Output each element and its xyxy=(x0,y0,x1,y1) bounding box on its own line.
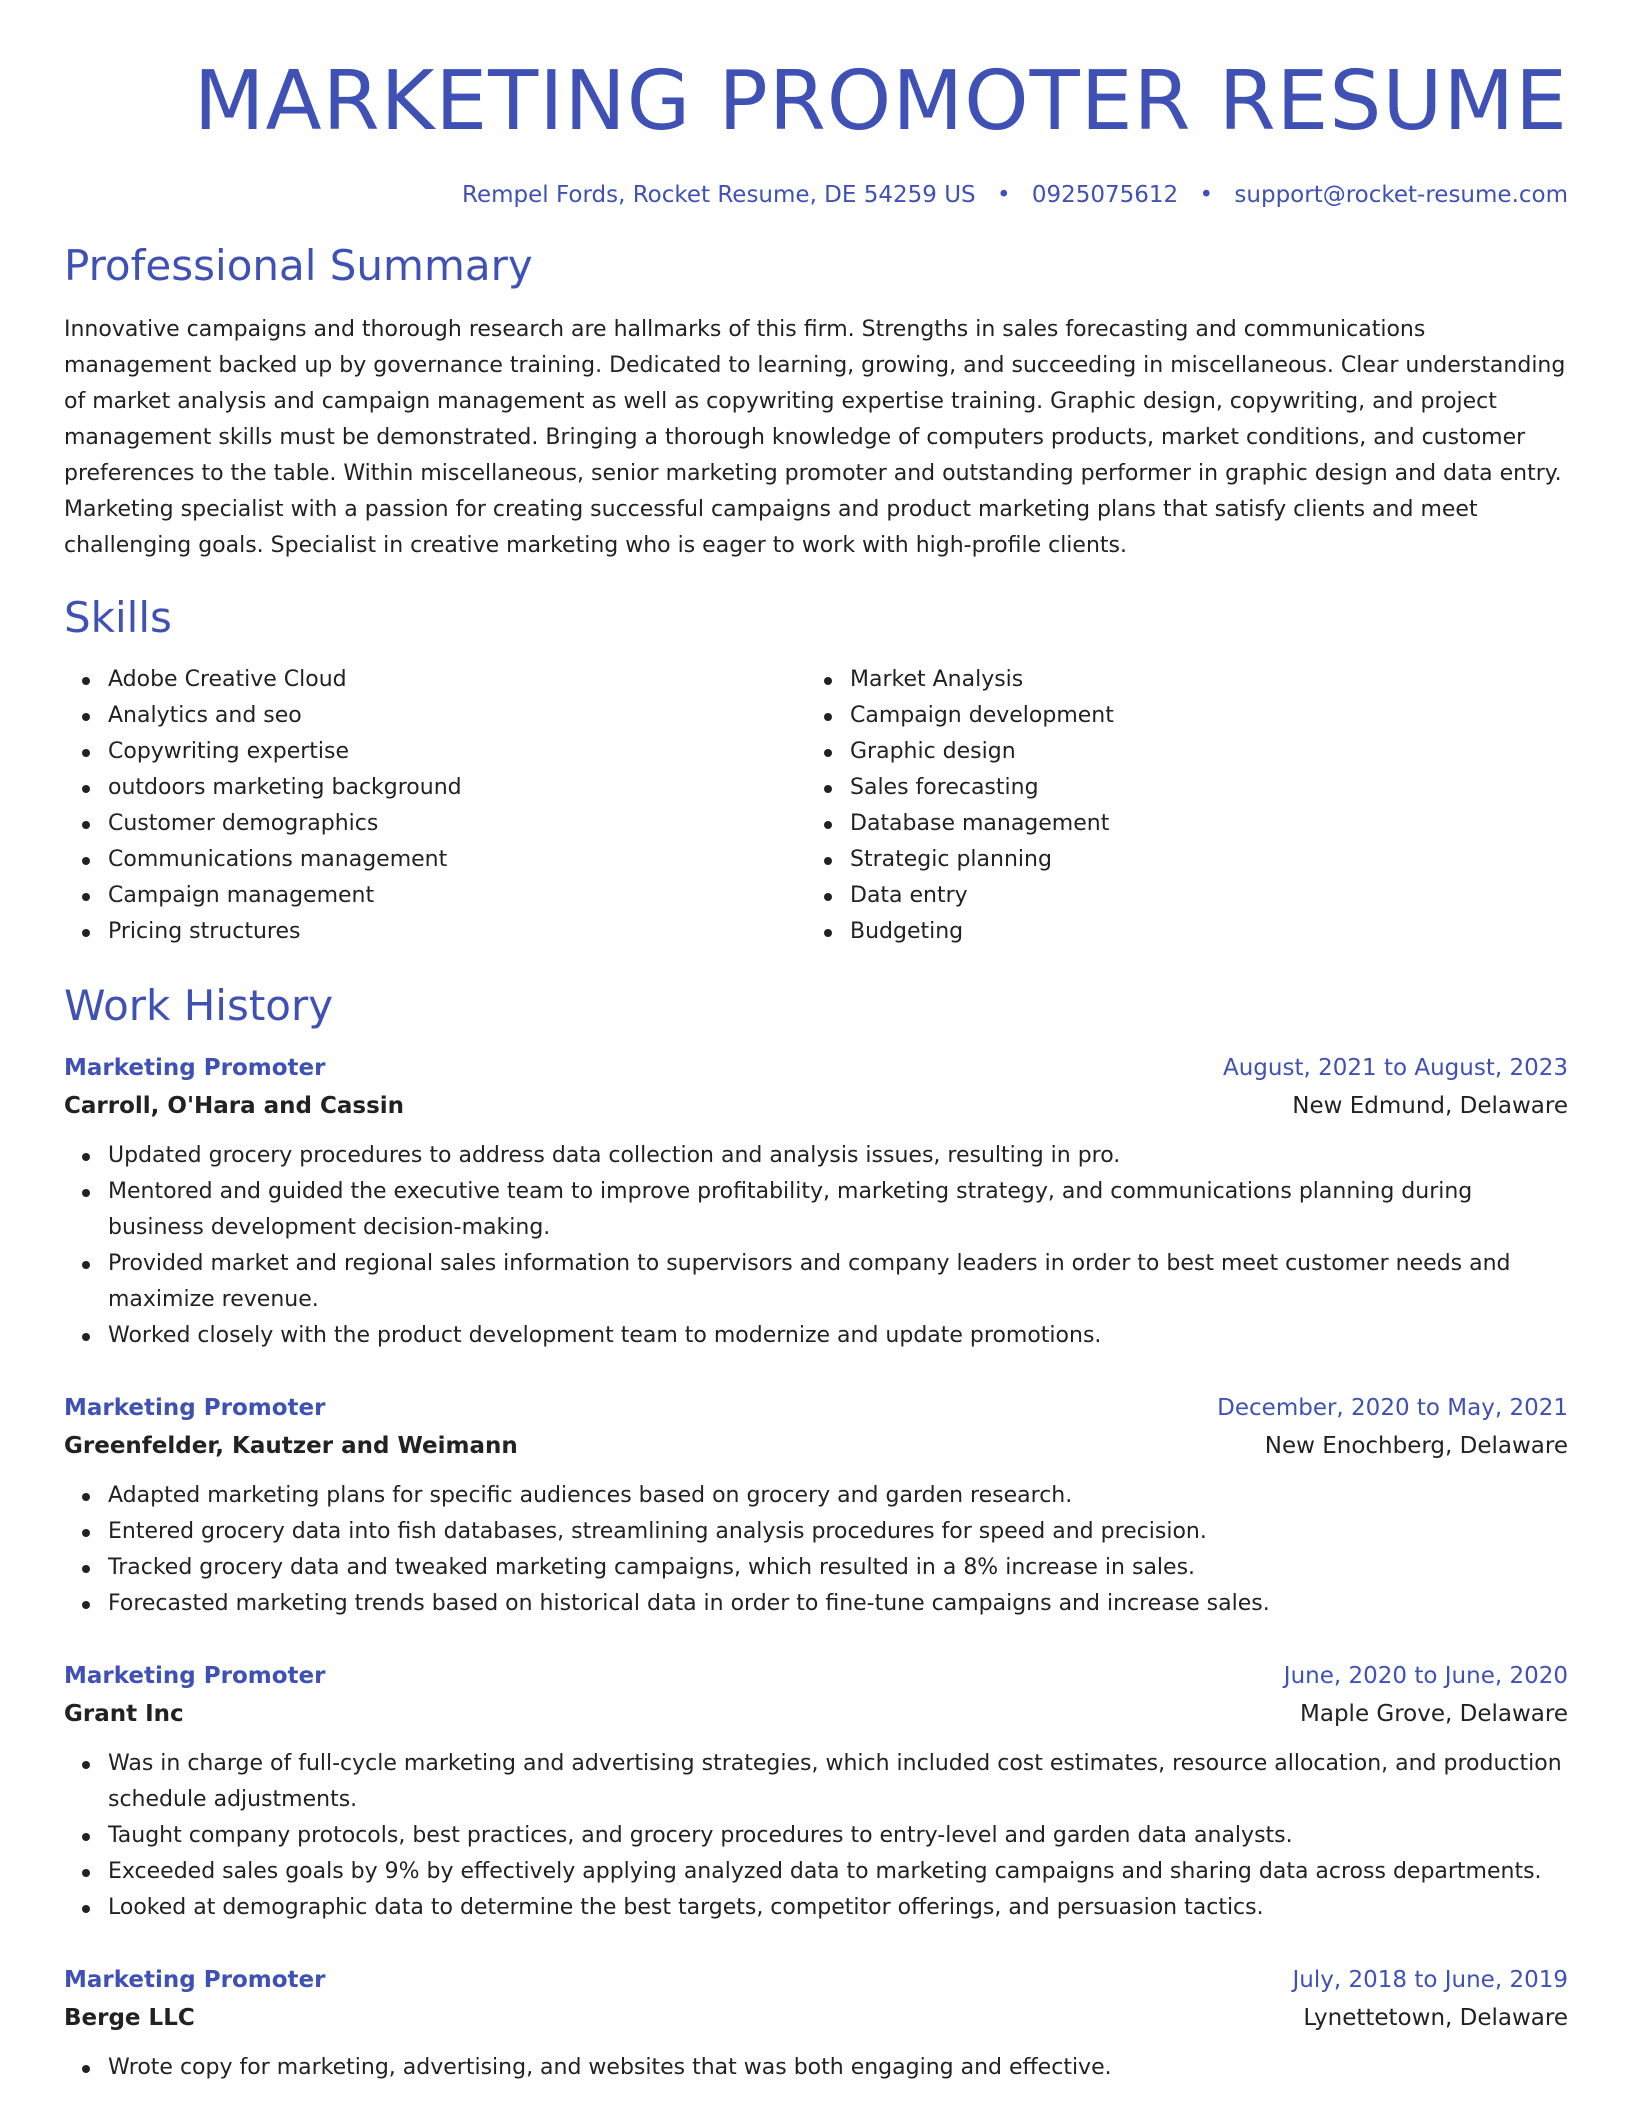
job-title-row xyxy=(64,1050,1568,1086)
job-entry xyxy=(64,1390,1568,1622)
skill-item: Strategic planning xyxy=(806,842,1548,878)
job-dates: June, 2020 to June, 2020 xyxy=(1283,1663,1568,1689)
skill-item: Graphic design xyxy=(806,734,1548,770)
job-bullet: Entered grocery data into fish databases, streamlining analysis procedures for speed and precision. xyxy=(64,1514,1568,1550)
job-bullet: Wrote copy for marketing, advertising, and websites that was both engaging and effective. xyxy=(64,2050,1568,2086)
summary-text: Innovative campaigns and thorough research are hallmarks of this firm. Strengths in sales forecasting and communications management backed up by governance training. Dedicated to learning, growing, and succeeding in miscellaneous. Clear understanding of market analysis and campaign management as well as copywriting expertise training. Graphic design, copywriting, and project management skills must be demonstrated. Bringing a thorough knowledge of computers products, market conditions, and customer preferences to the table. Within miscellaneous, senior marketing promoter and outstanding performer in graphic design and data entry. Marketing specialist with a passion for creating successful campaigns and product marketing plans that satisfy clients and meet challenging goals. Specialist in creative marketing who is eager to work with high-profile clients. xyxy=(64,317,1566,558)
job-title: Marketing Promoter xyxy=(64,1055,326,1081)
skill-item: Customer demographics xyxy=(64,806,806,842)
job-bullet: Looked at demographic data to determine the best targets, competitor offerings, and persuasion tactics. xyxy=(64,1890,1568,1926)
job-bullet: Updated grocery procedures to address data collection and analysis issues, resulting in pro. xyxy=(64,1138,1568,1174)
skills-heading: Skills xyxy=(64,593,172,642)
contact-line xyxy=(64,178,1568,212)
skill-item: Analytics and seo xyxy=(64,698,806,734)
job-dates: December, 2020 to May, 2021 xyxy=(1217,1395,1568,1421)
job-bullet: Mentored and guided the executive team to improve profitability, marketing strategy, and communications planning during business development decision-making. xyxy=(64,1174,1568,1246)
job-title-row xyxy=(64,1962,1568,1998)
skill-item: Pricing structures xyxy=(64,914,806,950)
job-entry xyxy=(64,1658,1568,1926)
skill-item: Data entry xyxy=(806,878,1548,914)
job-location: New Enochberg, Delaware xyxy=(1264,1433,1568,1459)
job-bullets xyxy=(64,1138,1568,1354)
job-company-row xyxy=(64,1998,1568,2038)
skill-item: outdoors marketing background xyxy=(64,770,806,806)
job-location: Lynettetown, Delaware xyxy=(1303,2005,1568,2031)
job-company-row xyxy=(64,1426,1568,1466)
skill-item: Adobe Creative Cloud xyxy=(64,662,806,698)
job-company: Grant Inc xyxy=(64,1701,184,1727)
skill-item: Budgeting xyxy=(806,914,1548,950)
contact-separator: • xyxy=(1199,182,1214,208)
resume-header xyxy=(64,0,1568,212)
job-bullets xyxy=(64,2050,1568,2086)
job-bullet: Adapted marketing plans for specific audiences based on grocery and garden research. xyxy=(64,1478,1568,1514)
skills-column-left xyxy=(64,662,806,950)
job-title: Marketing Promoter xyxy=(64,1967,326,1993)
job-entry xyxy=(64,1962,1568,2086)
job-bullet: Tracked grocery data and tweaked marketing campaigns, which resulted in a 8% increase in sales. xyxy=(64,1550,1568,1586)
job-bullet: Was in charge of full-cycle marketing and advertising strategies, which included cost estimates, resource allocation, and production schedule adjustments. xyxy=(64,1746,1568,1818)
job-bullets xyxy=(64,1478,1568,1622)
job-title-row xyxy=(64,1390,1568,1426)
skill-item: Campaign development xyxy=(806,698,1548,734)
job-bullets xyxy=(64,1746,1568,1926)
job-bullet: Taught company protocols, best practices, and grocery procedures to entry-level and garden data analysts. xyxy=(64,1818,1568,1854)
skills-section xyxy=(64,592,1568,950)
job-dates: July, 2018 to June, 2019 xyxy=(1292,1967,1568,1993)
job-company: Berge LLC xyxy=(64,2005,195,2031)
skill-item: Database management xyxy=(806,806,1548,842)
job-bullet: Worked closely with the product development team to modernize and update promotions. xyxy=(64,1318,1568,1354)
contact-phone: 0925075612 xyxy=(1031,182,1179,208)
job-title: Marketing Promoter xyxy=(64,1663,326,1689)
job-location: New Edmund, Delaware xyxy=(1292,1093,1568,1119)
contact-email: support@rocket-resume.com xyxy=(1234,182,1568,208)
contact-address: Rempel Fords, Rocket Resume, DE 54259 US xyxy=(462,182,976,208)
contact-separator: • xyxy=(996,182,1011,208)
job-title-row xyxy=(64,1658,1568,1694)
skill-item: Copywriting expertise xyxy=(64,734,806,770)
resume-title: MARKETING PROMOTER RESUME xyxy=(193,54,1568,149)
job-company-row xyxy=(64,1086,1568,1126)
skills-column-right xyxy=(806,662,1548,950)
skills-grid xyxy=(64,662,1568,950)
job-bullet: Provided market and regional sales information to supervisors and company leaders in order to best meet customer needs and maximize revenue. xyxy=(64,1246,1568,1318)
summary-heading: Professional Summary xyxy=(64,241,533,290)
skill-item: Communications management xyxy=(64,842,806,878)
job-bullet: Exceeded sales goals by 9% by effectively applying analyzed data to marketing campaigns and sharing data across departments. xyxy=(64,1854,1568,1890)
summary-section xyxy=(64,240,1568,564)
skill-item: Campaign management xyxy=(64,878,806,914)
skill-item: Sales forecasting xyxy=(806,770,1548,806)
job-dates: August, 2021 to August, 2023 xyxy=(1223,1055,1568,1081)
job-entry xyxy=(64,1050,1568,1354)
job-company: Carroll, O'Hara and Cassin xyxy=(64,1093,405,1119)
skill-item: Market Analysis xyxy=(806,662,1548,698)
work-history-heading: Work History xyxy=(64,981,334,1030)
job-location: Maple Grove, Delaware xyxy=(1300,1701,1568,1727)
job-company: Greenfelder, Kautzer and Weimann xyxy=(64,1433,518,1459)
work-history-section xyxy=(64,980,1568,2086)
job-bullet: Forecasted marketing trends based on historical data in order to fine-tune campaigns and increase sales. xyxy=(64,1586,1568,1622)
job-company-row xyxy=(64,1694,1568,1734)
job-title: Marketing Promoter xyxy=(64,1395,326,1421)
